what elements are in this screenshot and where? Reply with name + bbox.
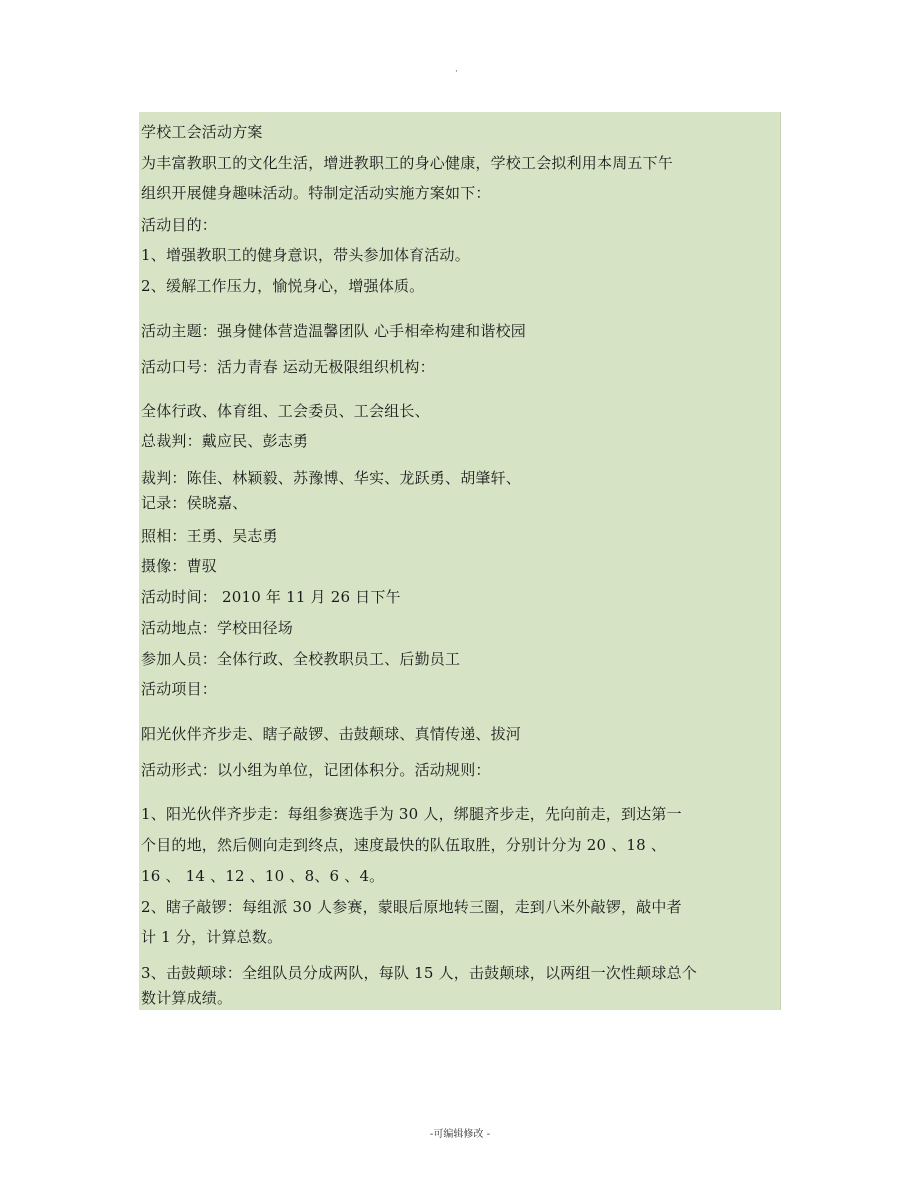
videographer: 摄像：曹驭: [141, 557, 218, 575]
purpose-heading: 活动目的：: [141, 216, 218, 234]
events-heading: 活动项目：: [141, 680, 218, 698]
referees: 裁判：陈佳、林颖毅、苏豫博、华实、龙跃勇、胡肇轩、: [141, 469, 522, 487]
participants: 参加人员：全体行政、全校教职员工、后勤员工: [141, 650, 461, 668]
chief-referee: 总裁判：戴应民、彭志勇: [141, 432, 309, 450]
page-footer: -可编辑修改 -: [429, 1129, 491, 1140]
rule-1-line-2: 个目的地，然后侧向走到终点，速度最快的队伍取胜，分别计分为 20 、18 、: [141, 836, 667, 854]
rule-1-line-3: 16 、 14 、12 、10 、8、6 、4。: [141, 867, 385, 885]
activity-slogan: 活动口号：活力青春 运动无极限组织机构：: [141, 358, 435, 376]
activity-time: 活动时间： 2010 年 11 月 26 日下午: [141, 588, 401, 606]
rule-2-line-1: 2、瞎子敲锣：每组派 30 人参赛，蒙眼后原地转三圈，走到八米外敲锣，敲中者: [141, 898, 682, 916]
photographer: 照相：王勇、吴志勇: [141, 527, 278, 545]
recorder: 记录：侯晓嘉、: [141, 494, 248, 512]
document-body: [139, 112, 781, 1010]
rule-1-line-1: 1、阳光伙伴齐步走：每组参赛选手为 30 人，绑腿齐步走，先向前走，到达第一: [141, 805, 682, 823]
activity-format: 活动形式：以小组为单位，记团体积分。活动规则：: [141, 761, 491, 779]
header-mark: ·: [455, 67, 458, 77]
rule-3-line-2: 数计算成绩。: [141, 989, 233, 1007]
purpose-item-2: 2、缓解工作压力，愉悦身心，增强体质。: [141, 277, 425, 295]
activity-theme: 活动主题：强身健体营造温馨团队 心手相牵构建和谐校园: [141, 322, 526, 340]
events-list: 阳光伙伴齐步走、瞎子敲锣、击鼓颠球、真情传递、拔河: [141, 725, 522, 743]
activity-location: 活动地点：学校田径场: [141, 619, 294, 637]
organization-members: 全体行政、体育组、工会委员、工会组长、: [141, 402, 430, 420]
doc-title: 学校工会活动方案: [141, 123, 263, 141]
rule-3-line-1: 3、击鼓颠球：全组队员分成两队，每队 15 人，击鼓颠球，以两组一次性颠球总个: [141, 964, 697, 982]
purpose-item-1: 1、增强教职工的健身意识，带头参加体育活动。: [141, 246, 470, 264]
rule-2-line-2: 计 1 分，计算总数。: [141, 928, 283, 946]
intro-line-2: 组织开展健身趣味活动。特制定活动实施方案如下：: [141, 184, 491, 202]
intro-line-1: 为丰富教职工的文化生活，增进教职工的身心健康，学校工会拟利用本周五下午: [141, 154, 674, 172]
